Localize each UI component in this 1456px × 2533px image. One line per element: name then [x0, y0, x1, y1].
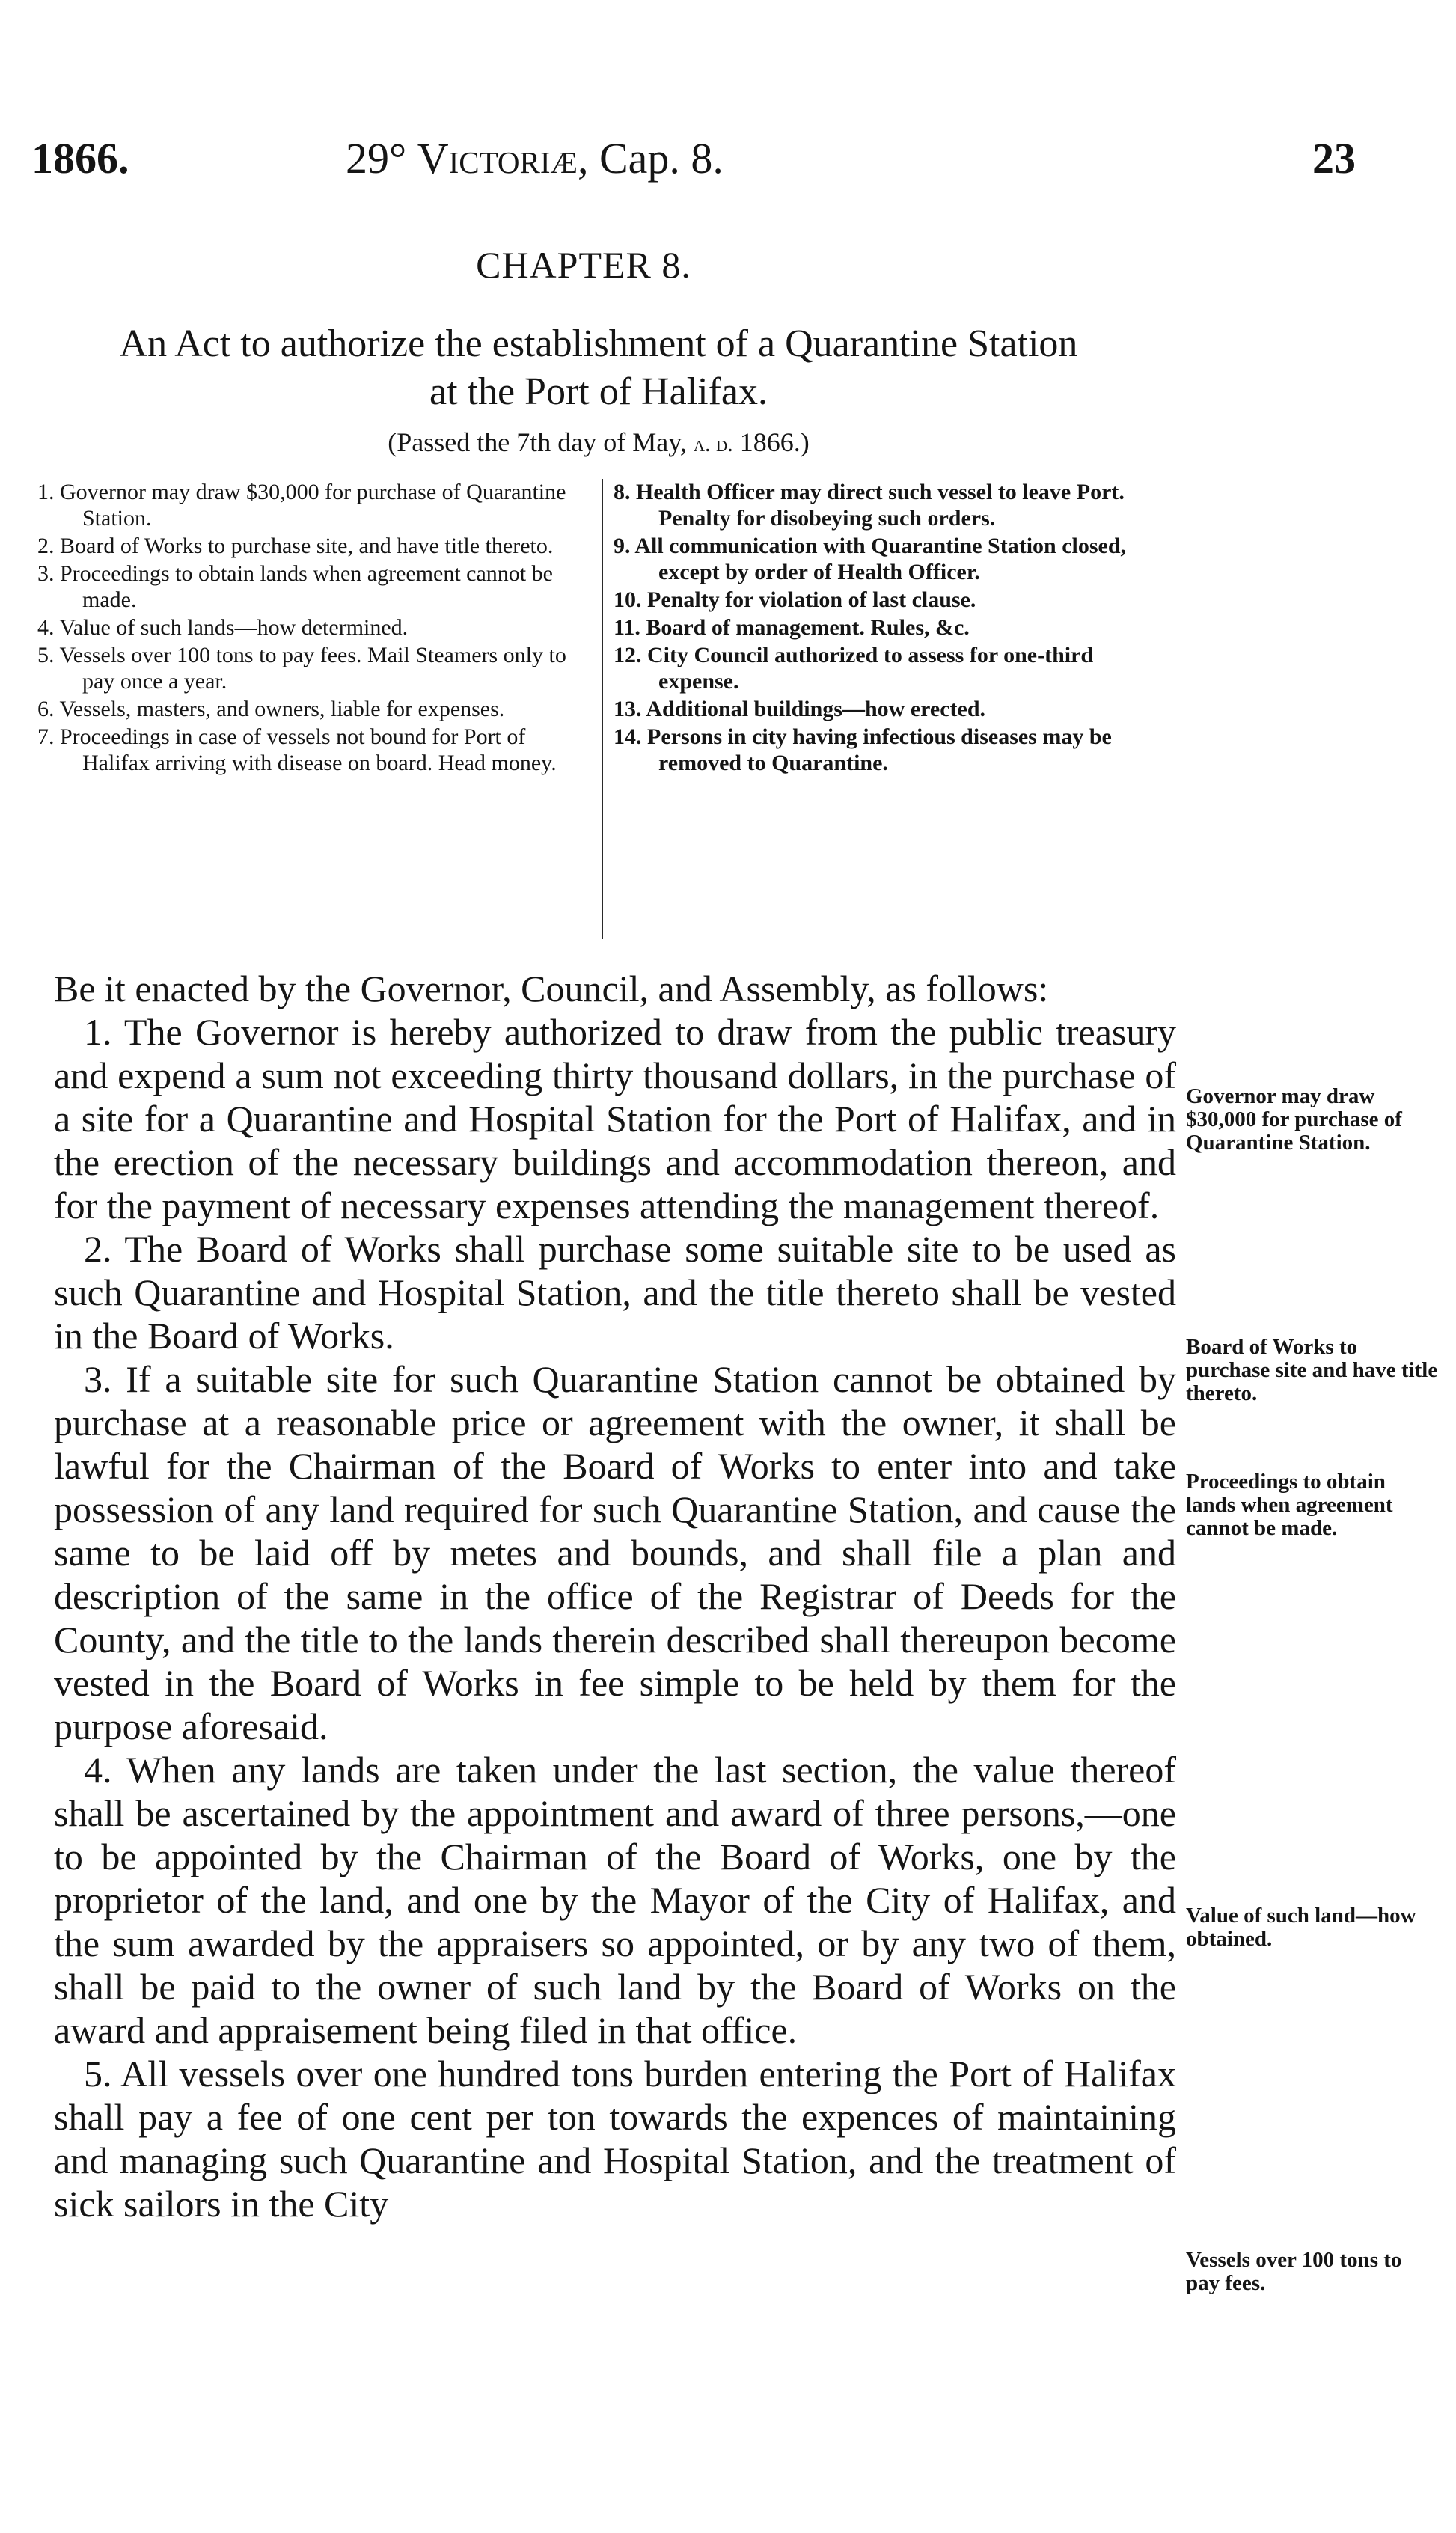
act-title	[30, 320, 1167, 416]
section-5: 5. All vessels over one hundred tons burden entering the Port of Halifax shall pay a fee of one cent per ton towards the expences of maintaining and managing such Quarantine and Hospital Station, and the treatment of sick sailors in the City	[54, 2053, 1176, 2225]
synopsis-item: 7. Proceedings in case of vessels not bound for Port of Halifax arriving with disease on board. Head money.	[37, 724, 557, 775]
synopsis-item: 10. Penalty for violation of last clause.	[614, 587, 976, 612]
margin-note: Value of such land—how obtained.	[1186, 1904, 1416, 1951]
synopsis-divider	[602, 479, 603, 939]
synopsis-item: 12. City Council authorized to assess for one-third expense.	[614, 643, 1094, 694]
section-4: 4. When any lands are taken under the last section, the value thereof shall be ascertained by the appointment and award of three persons,—one to be appointed by the Chairman of the Board of Works, one by the proprietor of the land, and one by the Mayor of the City of Halifax, and the sum awarded by the appraisers so appointed, or by any two of them, shall be paid to the owner of such land by the Board of Works on the award and appraisement being filed in that office.	[54, 1749, 1176, 2051]
passed-suffix: 1866.)	[732, 427, 810, 457]
margin-note: Vessels over 100 tons to pay fees.	[1186, 2248, 1402, 2295]
synopsis-item: 9. All communication with Quarantine Station closed, except by order of Health Officer.	[614, 534, 1127, 584]
header-year: 1866.	[31, 134, 129, 183]
synopsis-item: 1. Governor may draw $30,000 for purchase of Quarantine Station.	[37, 480, 566, 531]
chapter-heading: CHAPTER 8.	[476, 244, 691, 286]
passed-date	[30, 427, 1167, 458]
synopsis-item: 4. Value of such lands—how determined.	[37, 615, 409, 640]
synopsis-item: 14. Persons in city having infectious diseases may be removed to Quarantine.	[614, 724, 1112, 775]
synopsis-item: 13. Additional buildings—how erected.	[614, 697, 986, 721]
synopsis-item: 3. Proceedings to obtain lands when agreement cannot be made.	[37, 561, 553, 612]
header-title-cap: , Cap. 8.	[577, 134, 724, 183]
passed-ad: a. d.	[693, 432, 733, 456]
margin-note: Proceedings to obtain lands when agreement cannot be made.	[1186, 1470, 1393, 1540]
act-title-line-1: An Act to authorize the establishment of a Quarantine Station	[119, 323, 1078, 365]
section-3: 3. If a suitable site for such Quarantine Station cannot be obtained by purchase at a reasonable price or agreement with the owner, it shall be lawful for the Chairman of the Board of Works to enter into and take possession of any land required for such Quarantine Station, and cause the same to be laid off by metes and bounds, and shall file a plan and description of the same in the office of the Registrar of Deeds for the County, and the title to the lands therein described shall thereupon become vested in the Board of Works in fee simple to be held by them for the purpose aforesaid.	[54, 1358, 1176, 1747]
section-2: 2. The Board of Works shall purchase some suitable site to be used as such Quarantine and Hospital Station, and the title thereto shall be vested in the Board of Works.	[54, 1228, 1176, 1357]
synopsis-item: 2. Board of Works to purchase site, and have title thereto.	[37, 534, 554, 558]
synopsis-item: 6. Vessels, masters, and owners, liable for expenses.	[37, 697, 505, 721]
section-synopsis	[37, 479, 1175, 943]
synopsis-item: 8. Health Officer may direct such vessel to leave Port. Penalty for disobeying such orders.	[614, 480, 1125, 531]
margin-note: Governor may draw $30,000 for purchase of Quarantine Station.	[1186, 1084, 1402, 1155]
synopsis-right-column	[614, 479, 1167, 777]
synopsis-item: 11. Board of management. Rules, &c.	[614, 615, 970, 640]
enacting-clause: Be it enacted by the Governor, Council, and Assembly, as follows:	[54, 968, 1049, 1009]
synopsis-left-column	[37, 479, 591, 777]
header-title-victoriae: Victoriæ	[417, 134, 578, 183]
margin-note: Board of Works to purchase site and have title thereto.	[1186, 1335, 1438, 1405]
header-title	[346, 133, 724, 183]
act-title-line-2: at the Port of Halifax.	[429, 370, 768, 413]
act-body	[54, 967, 1176, 2225]
header-title-prefix: 29°	[346, 134, 417, 183]
passed-prefix: (Passed the 7th day of May,	[388, 427, 694, 457]
page-number: 23	[1312, 134, 1356, 183]
synopsis-item: 5. Vessels over 100 tons to pay fees. Mail Steamers only to pay once a year.	[37, 643, 566, 694]
running-header	[31, 133, 1356, 193]
section-1: 1. The Governor is hereby authorized to draw from the public treasury and expend a sum not exceeding thirty thousand dollars, in the purchase of a site for a Quarantine and Hospital Station for the Port of Halifax, and in the erection of the necessary buildings and accommodation thereon, and for the payment of necessary expenses attending the management thereof.	[54, 1011, 1176, 1226]
